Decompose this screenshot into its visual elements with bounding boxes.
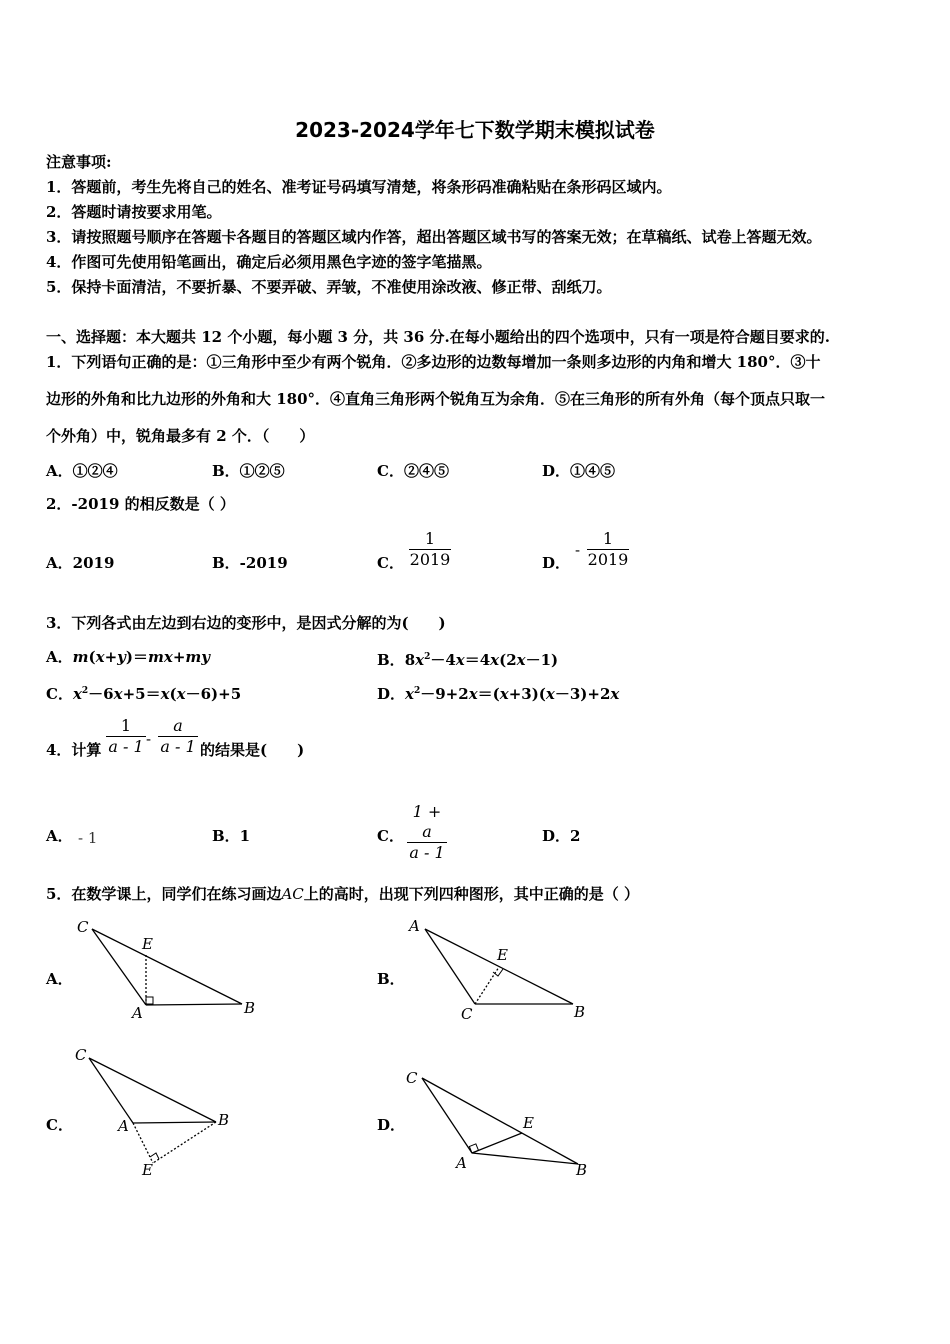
q4-option-b: B．1 (212, 827, 251, 845)
q2-option-b: B．-2019 (212, 554, 288, 572)
q5-option-d-label: D． (377, 1116, 406, 1134)
notice-item-5: 5．保持卡面清洁，不要折暴、不要弄破、弄皱，不准使用涂改液、修正带、刮纸刀。 (46, 278, 612, 296)
q2-option-c-fraction (409, 529, 451, 570)
point-label-e: E (497, 946, 508, 964)
option-label: A． (46, 648, 73, 666)
q4-option-d: D．2 (542, 827, 581, 845)
q5-option-c-label: C． (46, 1116, 73, 1134)
option-label: B． (377, 651, 405, 669)
q1-option-b: B．①②⑤ (212, 462, 285, 480)
q1-line-3: 个外角）中，锐角最多有 2 个．（ ） (46, 427, 315, 445)
q2-option-d-minus: - (575, 541, 581, 559)
option-label: D． (377, 685, 406, 703)
q4-option-c-fraction (407, 802, 447, 863)
q1-option-c: C．②④⑤ (377, 462, 449, 480)
q3-stem: 3．下列各式由左边到右边的变形中，是因式分解的为( ) (46, 614, 446, 632)
notice-item-1: 1．答题前，考生先将自己的姓名、准考证号码填写清楚，将条形码准确粘贴在条形码区域内。 (46, 178, 672, 196)
notice-item-4: 4．作图可先使用铅笔画出，确定后必须用黑色字迹的签字笔描黑。 (46, 253, 492, 271)
point-label-c: C (75, 1046, 87, 1064)
q5-stem-part-2: 上的高时，出现下列四种图形，其中正确的是（ ） (303, 885, 639, 903)
q4-prefix: 4．计算 (46, 741, 102, 759)
q4-option-a-value: - 1 (78, 829, 98, 847)
option-label: C． (46, 685, 73, 703)
fraction-denominator: a - 1 (407, 842, 447, 863)
q2-option-c-label: C． (377, 554, 404, 572)
q5-side-ac: AC (281, 885, 304, 903)
q3-option-c: C．$x^2-6x+5=x(x-6)+5$ (46, 685, 242, 703)
q3-option-d: D．$x^2-9+2x=(x+3)(x-3)+2x$ (377, 685, 620, 703)
q2-stem: 2．-2019 的相反数是（ ） (46, 495, 235, 513)
point-label-b: B (218, 1111, 230, 1129)
q4-fraction-1 (106, 716, 146, 757)
q4-option-c-label: C． (377, 827, 404, 845)
q1-line-1: 1．下列语句正确的是：①三角形中至少有两个锐角．②多边形的边数每增加一条则多边形的内角和增大 180°．③十 (46, 353, 821, 371)
notice-item-2: 2．答题时请按要求用笔。 (46, 203, 222, 221)
point-label-e: E (142, 935, 153, 953)
q5-figure-c (70, 1045, 245, 1180)
fraction-numerator: 1 (120, 716, 132, 735)
point-label-a: A (118, 1117, 129, 1135)
q5-figure-a (70, 912, 270, 1027)
point-label-b: B (244, 999, 256, 1017)
q4-fraction-2 (158, 716, 198, 757)
q5-option-a-label: A． (46, 970, 73, 988)
fraction-denominator: 2019 (587, 550, 629, 569)
q5-figure-b (400, 912, 600, 1027)
q5-option-b-label: B． (377, 970, 405, 988)
q5-figure-d (400, 1062, 600, 1182)
fraction-numerator: 1 (602, 529, 614, 548)
fraction-numerator: a (173, 716, 183, 735)
point-label-b: B (576, 1161, 588, 1179)
point-label-a: A (456, 1154, 467, 1172)
q4-option-a-label: A． (46, 827, 73, 845)
q1-line-2: 边形的外角和比九边形的外角和大 180°．④直角三角形两个锐角互为余角．⑤在三角形的所有外角（每个顶点只取一 (46, 390, 826, 408)
point-label-b: B (574, 1003, 586, 1021)
point-label-c: C (406, 1069, 418, 1087)
fraction-denominator: 2019 (409, 550, 451, 569)
q4-minus: - (146, 730, 152, 748)
fraction-denominator: a - 1 (158, 736, 198, 757)
point-label-a: A (409, 917, 420, 935)
q5-stem-part-1: 5．在数学课上，同学们在练习画边 (46, 885, 282, 903)
q2-option-a: A．2019 (46, 554, 115, 572)
page-title: 2023-2024学年七下数学期末模拟试卷 (295, 118, 655, 142)
point-label-c: C (77, 918, 89, 936)
q1-option-a: A．①②④ (46, 462, 118, 480)
q3-option-a: A．m(x+y)＝mx+my (46, 648, 210, 666)
point-label-c: C (461, 1005, 473, 1023)
fraction-denominator: a - 1 (106, 736, 146, 757)
notice-heading: 注意事项: (46, 153, 112, 171)
point-label-a: A (132, 1004, 143, 1022)
notice-item-3: 3．请按照题号顺序在答题卡各题目的答题区域内作答，超出答题区域书写的答案无效；在草稿纸、试卷上答题无效。 (46, 228, 822, 246)
q3-option-b: B．$8x^2-4x=4x(2x-1)$ (377, 651, 559, 669)
q2-option-d-label: D． (542, 554, 571, 572)
point-label-e: E (142, 1161, 153, 1179)
q5-stem (46, 884, 639, 904)
q2-option-d-fraction (587, 529, 629, 570)
fraction-numerator: 1 + a (412, 802, 442, 841)
point-label-e: E (523, 1114, 534, 1132)
section-heading: 一、选择题：本大题共 12 个小题，每小题 3 分，共 36 分.在每小题给出的四个选项中，只有一项是符合题目要求的. (46, 328, 830, 346)
fraction-numerator: 1 (424, 529, 436, 548)
q4-suffix: 的结果是( ) (200, 741, 305, 759)
q1-option-d: D．①④⑤ (542, 462, 616, 480)
